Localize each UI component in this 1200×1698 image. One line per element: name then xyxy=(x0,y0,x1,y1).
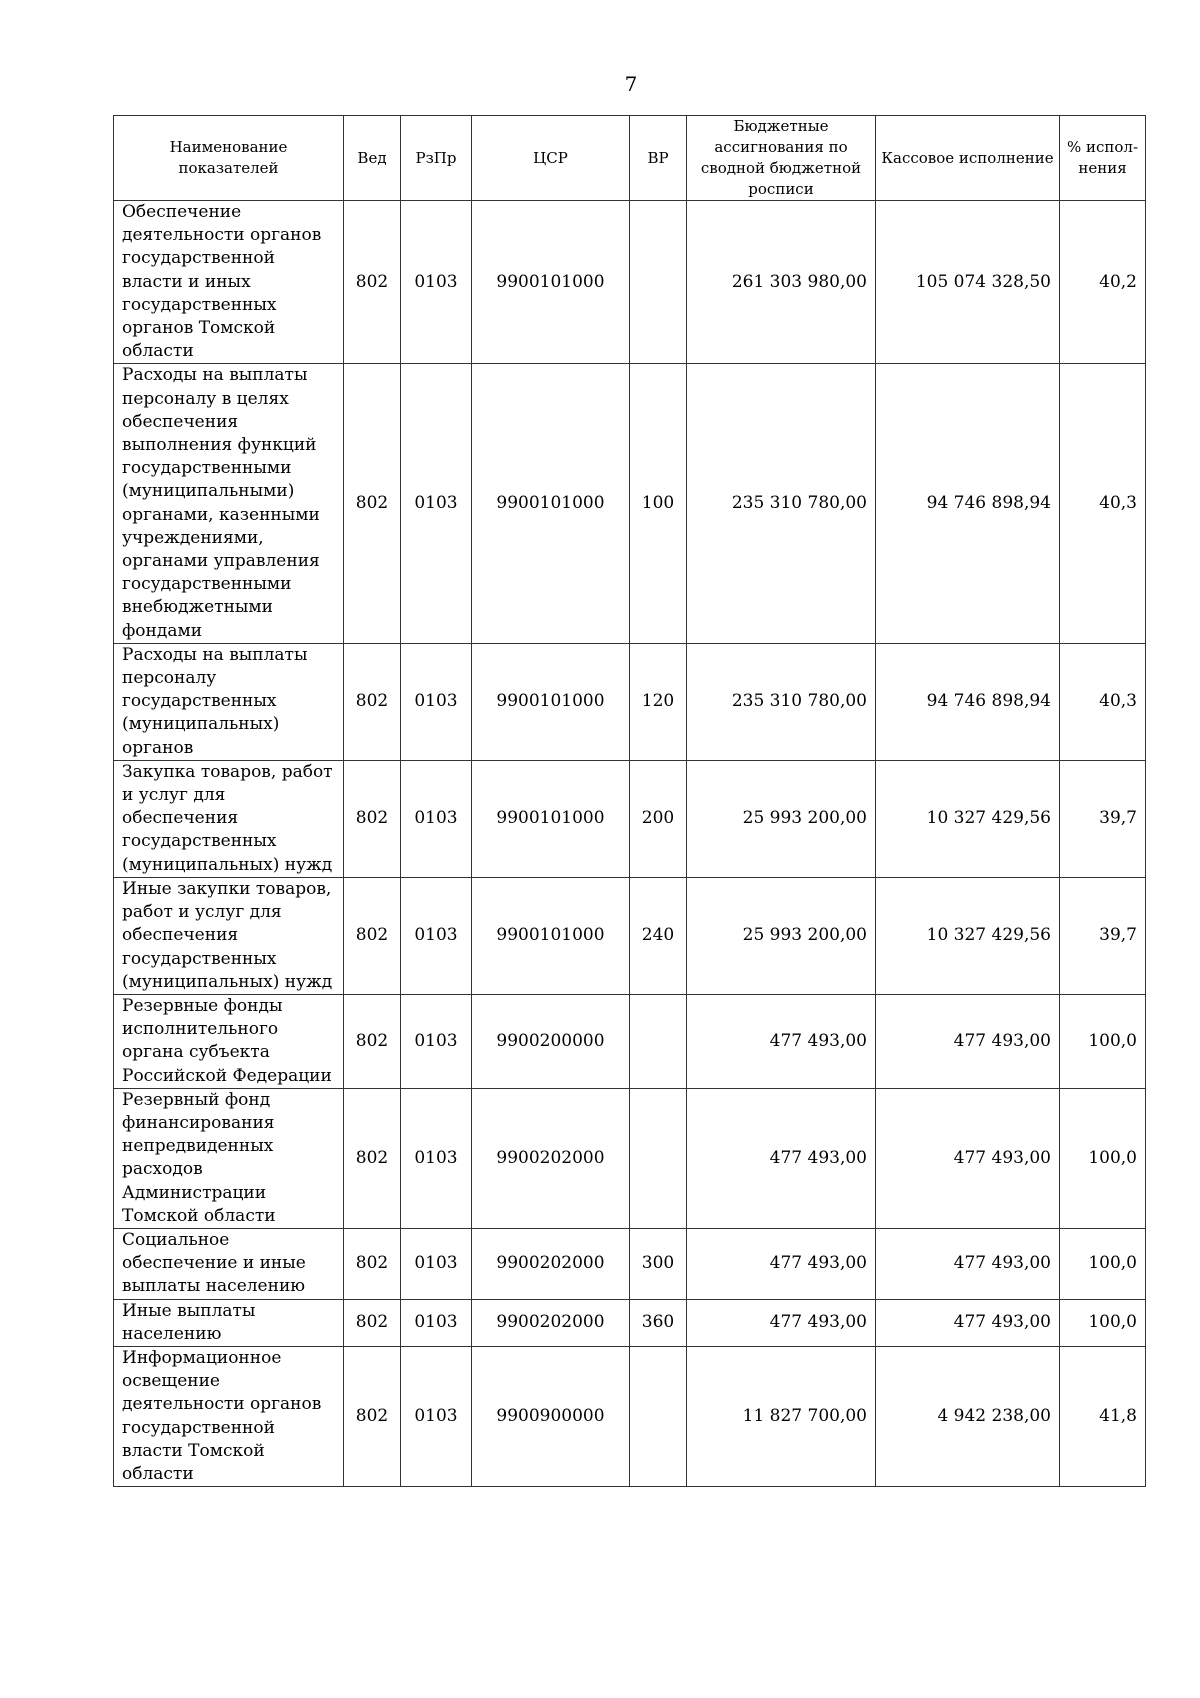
cell-percent: 40,3 xyxy=(1060,364,1146,643)
table-row xyxy=(114,1299,1146,1346)
cell-percent: 100,0 xyxy=(1060,1299,1146,1346)
cell-vr: 120 xyxy=(630,643,687,760)
header-percent: % испол-нения xyxy=(1060,116,1146,201)
header-csr: ЦСР xyxy=(472,116,630,201)
cell-assignations: 261 303 980,00 xyxy=(687,201,876,364)
header-execution: Кассовое исполнение xyxy=(876,116,1060,201)
cell-execution: 4 942 238,00 xyxy=(876,1346,1060,1486)
cell-percent: 40,2 xyxy=(1060,201,1146,364)
cell-name: Закупка товаров, работ и услуг для обеспечения государственных (муниципальных) нужд xyxy=(114,760,344,877)
cell-name: Социальное обеспечение и иные выплаты населению xyxy=(114,1228,344,1299)
cell-csr: 9900202000 xyxy=(472,1299,630,1346)
cell-rzpr: 0103 xyxy=(401,760,472,877)
cell-execution: 94 746 898,94 xyxy=(876,364,1060,643)
cell-percent: 41,8 xyxy=(1060,1346,1146,1486)
cell-ved: 802 xyxy=(344,1346,401,1486)
cell-assignations: 477 493,00 xyxy=(687,994,876,1088)
cell-execution: 477 493,00 xyxy=(876,1228,1060,1299)
cell-percent: 100,0 xyxy=(1060,1088,1146,1228)
cell-vr xyxy=(630,1088,687,1228)
cell-execution: 477 493,00 xyxy=(876,1299,1060,1346)
cell-percent: 100,0 xyxy=(1060,1228,1146,1299)
cell-csr: 9900101000 xyxy=(472,643,630,760)
cell-vr xyxy=(630,201,687,364)
cell-assignations: 477 493,00 xyxy=(687,1228,876,1299)
table-row xyxy=(114,201,1146,364)
cell-rzpr: 0103 xyxy=(401,1299,472,1346)
page-number: 7 xyxy=(624,72,638,96)
cell-execution: 105 074 328,50 xyxy=(876,201,1060,364)
cell-vr xyxy=(630,1346,687,1486)
cell-vr: 360 xyxy=(630,1299,687,1346)
table-header-row xyxy=(114,116,1146,201)
cell-assignations: 477 493,00 xyxy=(687,1088,876,1228)
cell-csr: 9900101000 xyxy=(472,760,630,877)
cell-rzpr: 0103 xyxy=(401,877,472,994)
header-assignations: Бюджетные ассигнования по сводной бюджетной росписи xyxy=(687,116,876,201)
table-row xyxy=(114,1088,1146,1228)
cell-rzpr: 0103 xyxy=(401,201,472,364)
cell-rzpr: 0103 xyxy=(401,1346,472,1486)
cell-ved: 802 xyxy=(344,1228,401,1299)
cell-name: Расходы на выплаты персоналу государственных (муниципальных) органов xyxy=(114,643,344,760)
cell-vr: 200 xyxy=(630,760,687,877)
cell-rzpr: 0103 xyxy=(401,1228,472,1299)
cell-vr: 240 xyxy=(630,877,687,994)
cell-vr: 100 xyxy=(630,364,687,643)
cell-csr: 9900202000 xyxy=(472,1088,630,1228)
cell-assignations: 11 827 700,00 xyxy=(687,1346,876,1486)
cell-name: Резервные фонды исполнительного органа субъекта Российской Федерации xyxy=(114,994,344,1088)
cell-percent: 39,7 xyxy=(1060,760,1146,877)
cell-percent: 40,3 xyxy=(1060,643,1146,760)
cell-execution: 94 746 898,94 xyxy=(876,643,1060,760)
cell-ved: 802 xyxy=(344,1088,401,1228)
cell-rzpr: 0103 xyxy=(401,994,472,1088)
cell-ved: 802 xyxy=(344,760,401,877)
cell-assignations: 235 310 780,00 xyxy=(687,364,876,643)
cell-name: Иные выплаты населению xyxy=(114,1299,344,1346)
cell-ved: 802 xyxy=(344,877,401,994)
cell-csr: 9900101000 xyxy=(472,877,630,994)
header-vr: ВР xyxy=(630,116,687,201)
cell-name: Резервный фонд финансирования непредвиденных расходов Администрации Томской области xyxy=(114,1088,344,1228)
cell-vr: 300 xyxy=(630,1228,687,1299)
cell-ved: 802 xyxy=(344,1299,401,1346)
table-row xyxy=(114,643,1146,760)
table-row xyxy=(114,760,1146,877)
cell-ved: 802 xyxy=(344,643,401,760)
cell-rzpr: 0103 xyxy=(401,643,472,760)
cell-execution: 10 327 429,56 xyxy=(876,760,1060,877)
cell-name: Иные закупки товаров, работ и услуг для обеспечения государственных (муниципальных) нужд xyxy=(114,877,344,994)
header-rzpr: РзПр xyxy=(401,116,472,201)
cell-ved: 802 xyxy=(344,364,401,643)
table-row xyxy=(114,364,1146,643)
cell-assignations: 477 493,00 xyxy=(687,1299,876,1346)
cell-assignations: 25 993 200,00 xyxy=(687,877,876,994)
header-name: Наименование показателей xyxy=(114,116,344,201)
cell-vr xyxy=(630,994,687,1088)
cell-name: Информационное освещение деятельности органов государственной власти Томской области xyxy=(114,1346,344,1486)
cell-csr: 9900900000 xyxy=(472,1346,630,1486)
cell-name: Обеспечение деятельности органов государственной власти и иных государственных органов Томской области xyxy=(114,201,344,364)
cell-ved: 802 xyxy=(344,994,401,1088)
cell-percent: 39,7 xyxy=(1060,877,1146,994)
cell-csr: 9900200000 xyxy=(472,994,630,1088)
cell-csr: 9900101000 xyxy=(472,364,630,643)
table-row xyxy=(114,877,1146,994)
cell-csr: 9900202000 xyxy=(472,1228,630,1299)
cell-execution: 10 327 429,56 xyxy=(876,877,1060,994)
cell-rzpr: 0103 xyxy=(401,364,472,643)
cell-assignations: 235 310 780,00 xyxy=(687,643,876,760)
table-row xyxy=(114,994,1146,1088)
cell-name: Расходы на выплаты персоналу в целях обеспечения выполнения функций государственными (муниципальными) органами, казенными учреждениями, органами управления государственными внебюджетными фондами xyxy=(114,364,344,643)
budget-execution-table xyxy=(113,115,1146,1487)
cell-execution: 477 493,00 xyxy=(876,1088,1060,1228)
cell-percent: 100,0 xyxy=(1060,994,1146,1088)
cell-ved: 802 xyxy=(344,201,401,364)
cell-execution: 477 493,00 xyxy=(876,994,1060,1088)
cell-csr: 9900101000 xyxy=(472,201,630,364)
cell-rzpr: 0103 xyxy=(401,1088,472,1228)
header-ved: Вед xyxy=(344,116,401,201)
table-row xyxy=(114,1346,1146,1486)
cell-assignations: 25 993 200,00 xyxy=(687,760,876,877)
table-row xyxy=(114,1228,1146,1299)
